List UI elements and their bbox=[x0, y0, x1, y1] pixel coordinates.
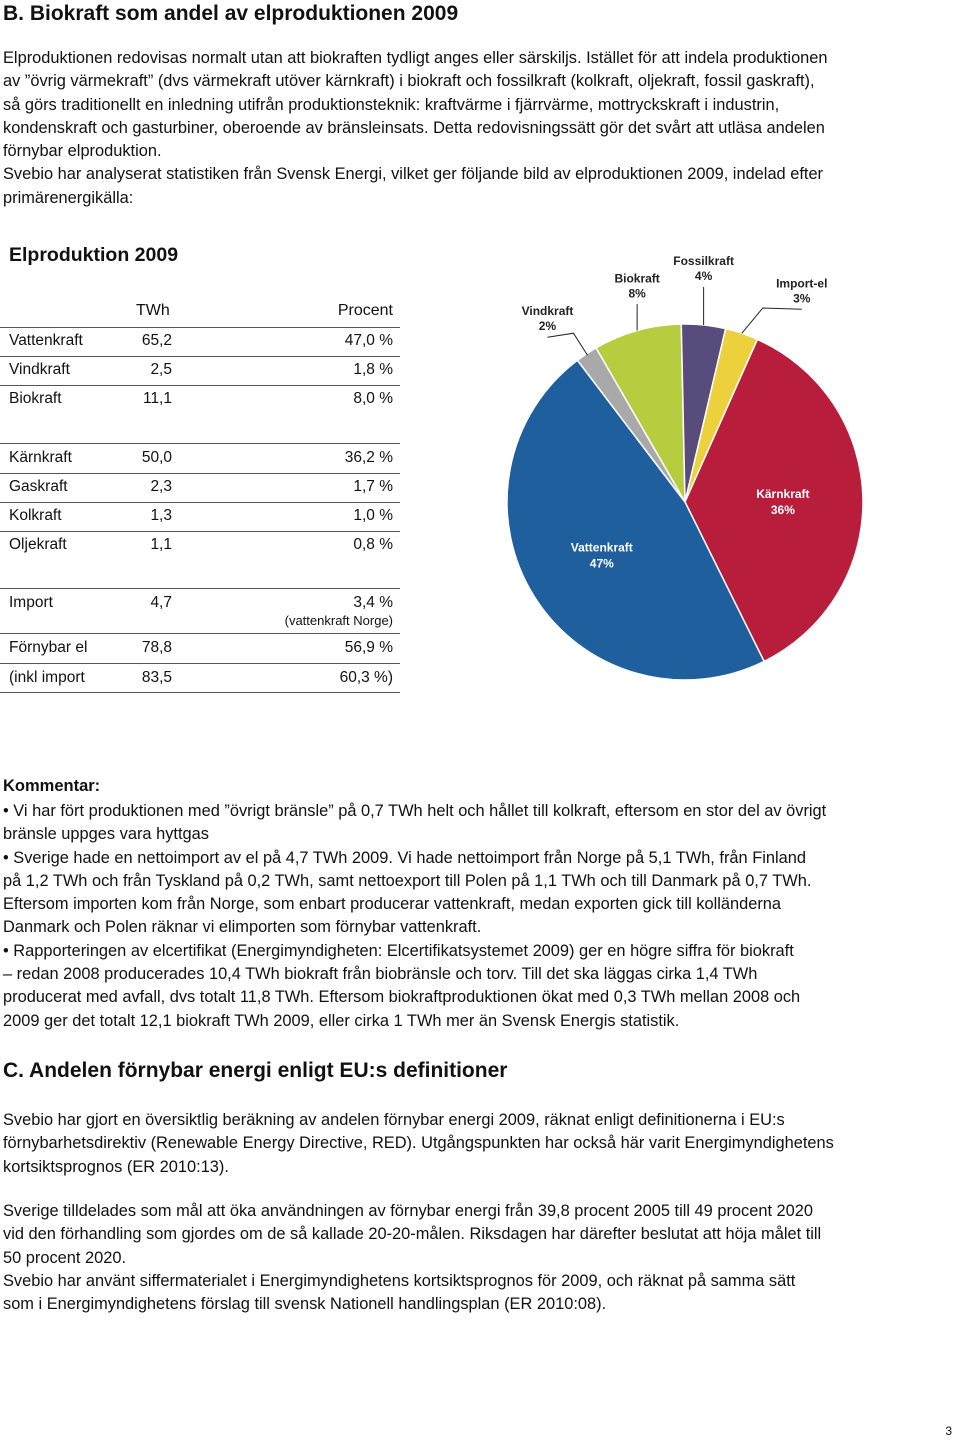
comment-line: Eftersom importen kom från Norge, som enbart producerar vattenkraft, medan exporten gick till kolländerna bbox=[3, 895, 782, 914]
col-header-procent: Procent bbox=[337, 302, 393, 319]
row-pct: 1,8 % bbox=[353, 361, 393, 378]
section-b-heading: B. Biokraft som andel av elproduktionen 2009 bbox=[3, 2, 459, 25]
row-note: (vattenkraft Norge) bbox=[284, 613, 393, 628]
comment-title: Kommentar: bbox=[3, 777, 101, 795]
intro-line: Elproduktionen redovisas normalt utan att biokraften tydligt anges eller särskiljs. Istället för att indela produktionen bbox=[3, 49, 828, 67]
section-c-para-1 bbox=[3, 1109, 943, 1179]
pie-pct-vattenkraft: 47% bbox=[589, 556, 614, 571]
pie-leader-vindkraft bbox=[547, 333, 587, 355]
table-row-biokraft bbox=[0, 390, 400, 414]
row-name: Biokraft bbox=[9, 390, 62, 407]
c-para1-line: Svebio har gjort en översiktlig beräkning av andelen förnybar energi 2009, räknat enligt definitionerna i EU:s bbox=[3, 1111, 785, 1129]
table-rule bbox=[0, 443, 400, 444]
comment-line: • Rapporteringen av elcertifikat (Energimyndigheten: Elcertifikatsystemet 2009) ger en högre siffra för biokraft bbox=[3, 941, 794, 960]
section-b-intro bbox=[3, 47, 943, 210]
row-name: Oljekraft bbox=[9, 536, 67, 553]
comment-line: – redan 2008 producerades 10,4 TWh biokraft från biobränsle och torv. Till det ska läggas cirka 1,4 TWh bbox=[3, 965, 758, 984]
table-rule bbox=[0, 633, 400, 634]
row-pct: 3,4 % bbox=[353, 594, 393, 611]
table-rule bbox=[0, 663, 400, 664]
comment-line: • Vi har fört produktionen med ”övrigt bränsle” på 0,7 TWh helt och hållet till kolkraft, eftersom en stor del av övrigt bbox=[3, 802, 827, 820]
table-row-kolkraft bbox=[0, 507, 400, 531]
table-rule bbox=[0, 692, 400, 693]
col-header-twh: TWh bbox=[136, 302, 170, 319]
comment-text bbox=[3, 800, 943, 1033]
table-row-karnkraft bbox=[0, 449, 400, 473]
section-c-heading: C. Andelen förnybar energi enligt EU:s definitioner bbox=[3, 1059, 508, 1082]
table-row-import bbox=[0, 594, 400, 628]
intro-line: förnybar elproduktion. bbox=[3, 142, 162, 161]
row-twh: 78,8 bbox=[141, 639, 172, 656]
intro-line: Svebio har analyserat statistiken från Svensk Energi, vilket ger följande bild av elproduktionen 2009, indelad efter bbox=[3, 165, 824, 184]
comment-line: producerat med avfall, dvs totalt 11,8 TWh. Eftersom biokraftproduktionen ökat med 0,3 TWh mellan 2008 och bbox=[3, 988, 801, 1007]
pie-chart bbox=[490, 253, 890, 682]
table-rule bbox=[0, 531, 400, 532]
table-row-gaskraft bbox=[0, 478, 400, 502]
row-twh: 50,0 bbox=[141, 449, 172, 466]
pie-pct-biokraft: 8% bbox=[628, 286, 646, 301]
c-para2-line: 50 procent 2020. bbox=[3, 1248, 127, 1267]
comment-line: på 1,2 TWh och från Tyskland på 0,2 TWh, samt nettoexport till Polen på 1,1 TWh och till Danmark på 0,7 TWh. bbox=[3, 871, 812, 890]
row-pct: 1,7 % bbox=[353, 478, 393, 495]
pie-label-import-el: Import-el bbox=[776, 276, 828, 291]
pie-leader-import-el bbox=[742, 308, 802, 333]
pie-pct-import-el: 3% bbox=[793, 291, 811, 306]
table-row-inkl-import bbox=[0, 669, 400, 693]
pie-label-biokraft: Biokraft bbox=[614, 271, 660, 286]
row-pct: 0,8 % bbox=[353, 536, 393, 553]
pie-label-fossilkraft: Fossilkraft bbox=[673, 253, 734, 268]
row-name: Gaskraft bbox=[9, 478, 68, 495]
intro-line: så görs traditionellt en inledning utifrån produktionsteknik: kraftvärme i fjärrvärme, mottryckskraft i industrin, bbox=[3, 95, 780, 114]
table-rule bbox=[0, 473, 400, 474]
comment-line: 2009 ger det totalt 12,1 biokraft TWh 2009, eller cirka 1 TWh mer än Svensk Energis statistik. bbox=[3, 1011, 680, 1030]
pie-pct-fossilkraft: 4% bbox=[694, 268, 713, 283]
pie-pct-karnkraft: 36% bbox=[770, 502, 795, 517]
table-row-fornybar-el bbox=[0, 639, 400, 663]
c-para2-line: som i Energimyndighetens förslag till svensk Nationell handlingsplan (ER 2010:08). bbox=[3, 1295, 607, 1314]
pie-label-vindkraft: Vindkraft bbox=[521, 304, 574, 319]
table-title: Elproduktion 2009 bbox=[9, 244, 179, 266]
c-para1-line: kortsiktsprognos (ER 2010:13). bbox=[3, 1157, 229, 1176]
row-twh: 83,5 bbox=[141, 669, 172, 686]
comment-line: Danmark och Polen räknar vi elimporten som förnybar vattenkraft. bbox=[3, 918, 482, 937]
table-row-vindkraft bbox=[0, 361, 400, 385]
row-twh: 2,3 bbox=[150, 478, 172, 495]
c-para2-line: Svebio har använt siffermaterialet i Energimyndighetens kortsiktsprognos för 2009, och räknat på samma sätt bbox=[3, 1271, 796, 1290]
row-twh: 4,7 bbox=[150, 594, 172, 611]
row-name: Kärnkraft bbox=[9, 449, 72, 466]
row-pct: 60,3 %) bbox=[339, 669, 393, 686]
row-twh: 1,3 bbox=[150, 507, 172, 524]
row-name: Vindkraft bbox=[9, 361, 70, 378]
row-pct: 1,0 % bbox=[353, 507, 393, 524]
row-pct: 56,9 % bbox=[344, 639, 393, 656]
comment-line: bränsle uppges vara hyttgas bbox=[3, 825, 209, 844]
intro-line: primärenergikälla: bbox=[3, 188, 134, 207]
row-name: Kolkraft bbox=[9, 507, 62, 524]
table-row-oljekraft bbox=[0, 536, 400, 560]
pie-chart-svg bbox=[490, 253, 890, 682]
comment-line: • Sverige hade en nettoimport av el på 4,7 TWh 2009. Vi hade nettoimport från Norge på 5,1 TWh, från Finland bbox=[3, 848, 806, 867]
row-pct: 36,2 % bbox=[344, 449, 393, 466]
table-rule bbox=[0, 588, 400, 589]
table-rule bbox=[0, 327, 400, 328]
intro-line: kondenskraft och gasturbiner, oberoende av bränsleinsats. Detta redovisningssätt gör det svårt att utläsa andelen bbox=[3, 118, 825, 137]
row-name: (inkl import bbox=[9, 669, 85, 686]
section-c-para-2 bbox=[3, 1200, 943, 1316]
row-twh: 2,5 bbox=[150, 361, 172, 378]
row-name: Förnybar el bbox=[9, 639, 88, 656]
table-rule bbox=[0, 356, 400, 357]
row-twh: 65,2 bbox=[141, 332, 172, 349]
table-row-vattenkraft bbox=[0, 332, 400, 356]
page-number: 3 bbox=[945, 1424, 952, 1438]
c-para2-line: Sverige tilldelades som mål att öka användningen av förnybar energi från 39,8 procent 2005 till 49 procent 2020 bbox=[3, 1202, 814, 1220]
row-name: Vattenkraft bbox=[9, 332, 83, 349]
c-para2-line: vid den förhandling som gjordes om de så kallade 20-20-målen. Riksdagen har därefter beslutat att höja målet till bbox=[3, 1225, 822, 1244]
row-pct: 47,0 % bbox=[344, 332, 393, 349]
row-pct: 8,0 % bbox=[353, 390, 393, 407]
intro-line: av ”övrig värmekraft” (dvs värmekraft utöver kärnkraft) i biokraft och fossilkraft (kolkraft, oljekraft, fossil gaskraft), bbox=[3, 72, 815, 91]
row-name: Import bbox=[9, 594, 53, 611]
c-para1-line: förnybarhetsdirektiv (Renewable Energy Directive, RED). Utgångspunkten har också här varit Energimyndighetens bbox=[3, 1134, 834, 1153]
row-twh: 11,1 bbox=[142, 390, 172, 407]
pie-pct-vindkraft: 2% bbox=[538, 319, 557, 334]
pie-label-karnkraft: Kärnkraft bbox=[756, 486, 810, 501]
row-twh: 1,1 bbox=[150, 536, 172, 553]
table-rule bbox=[0, 385, 400, 386]
pie-label-vattenkraft: Vattenkraft bbox=[570, 540, 633, 555]
table-rule bbox=[0, 502, 400, 503]
